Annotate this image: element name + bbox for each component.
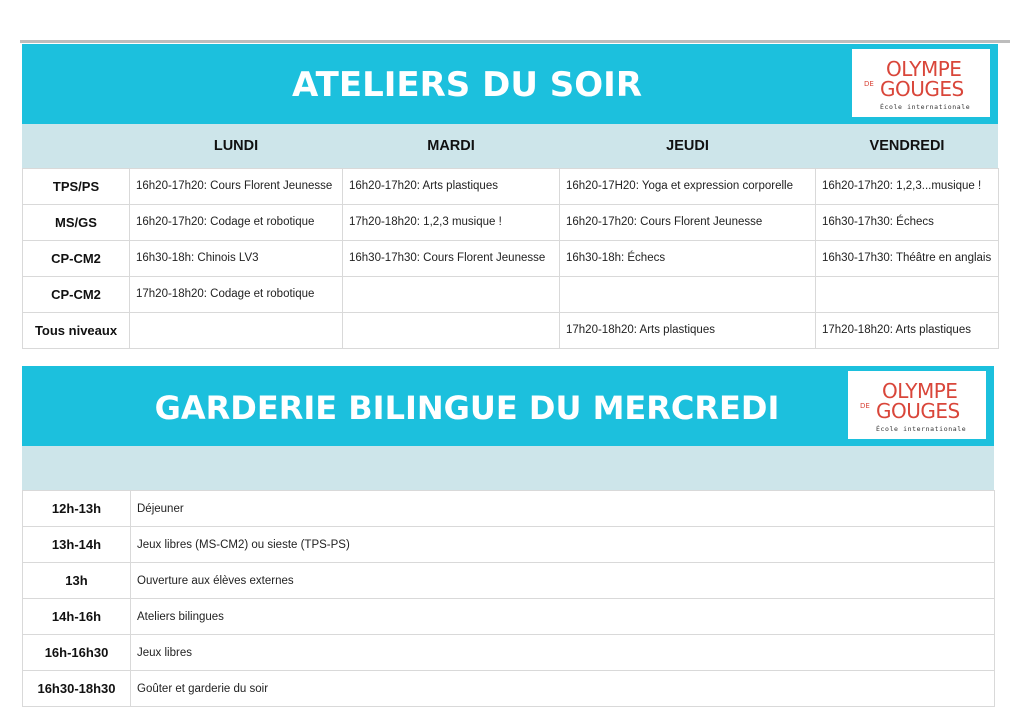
logo-line-1: OLYMPE	[882, 379, 958, 403]
time-cell: 12h-13h	[23, 491, 131, 527]
activity-cell: 16h20-17h20: Arts plastiques	[343, 168, 560, 204]
activity-cell: 17h20-18h20: Codage et robotique	[130, 276, 343, 312]
activity-cell: 16h30-17h30: Échecs	[816, 204, 999, 240]
day-header-mardi: MARDI	[427, 137, 475, 154]
table-row	[23, 168, 999, 204]
garderie-table	[22, 490, 995, 707]
table-row	[23, 312, 999, 348]
level-cell: TPS/PS	[23, 168, 130, 204]
ateliers-corner-cell	[23, 124, 130, 168]
activity-cell: 16h20-17H20: Yoga et expression corporelle	[560, 168, 816, 204]
activity-cell: 16h30-18h: Échecs	[560, 240, 816, 276]
activity-cell: 16h30-18h: Chinois LV3	[130, 240, 343, 276]
activity-cell	[343, 276, 560, 312]
time-cell: 14h-16h	[23, 599, 131, 635]
activity-cell: 16h20-17h20: Cours Florent Jeunesse	[130, 168, 343, 204]
time-cell: 16h30-18h30	[23, 671, 131, 707]
table-row	[23, 491, 995, 527]
logo-de: DE	[860, 402, 870, 410]
activity-cell: Déjeuner	[131, 491, 995, 527]
logo-subtitle: École internationale	[880, 103, 971, 111]
table-row	[23, 240, 999, 276]
table-row	[23, 527, 995, 563]
garderie-banner	[22, 366, 994, 446]
garderie-header-band	[22, 446, 994, 490]
activity-cell: 16h20-17h20: Cours Florent Jeunesse	[560, 204, 816, 240]
activity-cell: Goûter et garderie du soir	[131, 671, 995, 707]
time-cell: 13h-14h	[23, 527, 131, 563]
day-header-lundi: LUNDI	[213, 137, 259, 154]
table-row	[23, 204, 999, 240]
time-cell: 13h	[23, 563, 131, 599]
logo-line-1: OLYMPE	[886, 57, 962, 81]
level-cell: Tous niveaux	[23, 312, 130, 348]
activity-cell	[816, 276, 999, 312]
table-row	[23, 671, 995, 707]
ateliers-header-row	[23, 124, 999, 168]
level-cell: CP-CM2	[23, 240, 130, 276]
activity-cell	[343, 312, 560, 348]
activity-cell: Jeux libres (MS-CM2) ou sieste (TPS-PS)	[131, 527, 995, 563]
activity-cell: Jeux libres	[131, 635, 995, 671]
garderie-title: GARDERIE BILINGUE DU MERCREDI	[154, 389, 780, 427]
activity-cell: 17h20-18h20: Arts plastiques	[816, 312, 999, 348]
activity-cell: 16h20-17h20: 1,2,3...musique !	[816, 168, 999, 204]
activity-cell: 16h30-17h30: Cours Florent Jeunesse	[343, 240, 560, 276]
activity-cell	[130, 312, 343, 348]
activity-cell: 17h20-18h20: Arts plastiques	[560, 312, 816, 348]
level-cell: MS/GS	[23, 204, 130, 240]
table-row	[23, 635, 995, 671]
level-cell: CP-CM2	[23, 276, 130, 312]
logo-subtitle: École internationale	[876, 425, 967, 433]
school-logo	[848, 371, 986, 439]
table-row	[23, 276, 999, 312]
activity-cell: 16h30-17h30: Théâtre en anglais	[816, 240, 999, 276]
page-top-line	[20, 40, 1010, 43]
school-logo	[852, 49, 990, 117]
time-cell: 16h-16h30	[23, 635, 131, 671]
logo-line-2: GOUGES	[880, 77, 964, 101]
table-row	[23, 563, 995, 599]
table-row	[23, 599, 995, 635]
day-header-jeudi: JEUDI	[666, 137, 709, 154]
activity-cell	[560, 276, 816, 312]
ateliers-title: ATELIERS DU SOIR	[291, 65, 643, 105]
ateliers-banner	[22, 44, 998, 124]
day-header-vendredi: VENDREDI	[869, 137, 945, 154]
logo-line-2: GOUGES	[876, 399, 960, 423]
activity-cell: 17h20-18h20: 1,2,3 musique !	[343, 204, 560, 240]
ateliers-table	[22, 124, 999, 349]
activity-cell: Ateliers bilingues	[131, 599, 995, 635]
activity-cell: Ouverture aux élèves externes	[131, 563, 995, 599]
activity-cell: 16h20-17h20: Codage et robotique	[130, 204, 343, 240]
logo-de: DE	[864, 80, 874, 88]
